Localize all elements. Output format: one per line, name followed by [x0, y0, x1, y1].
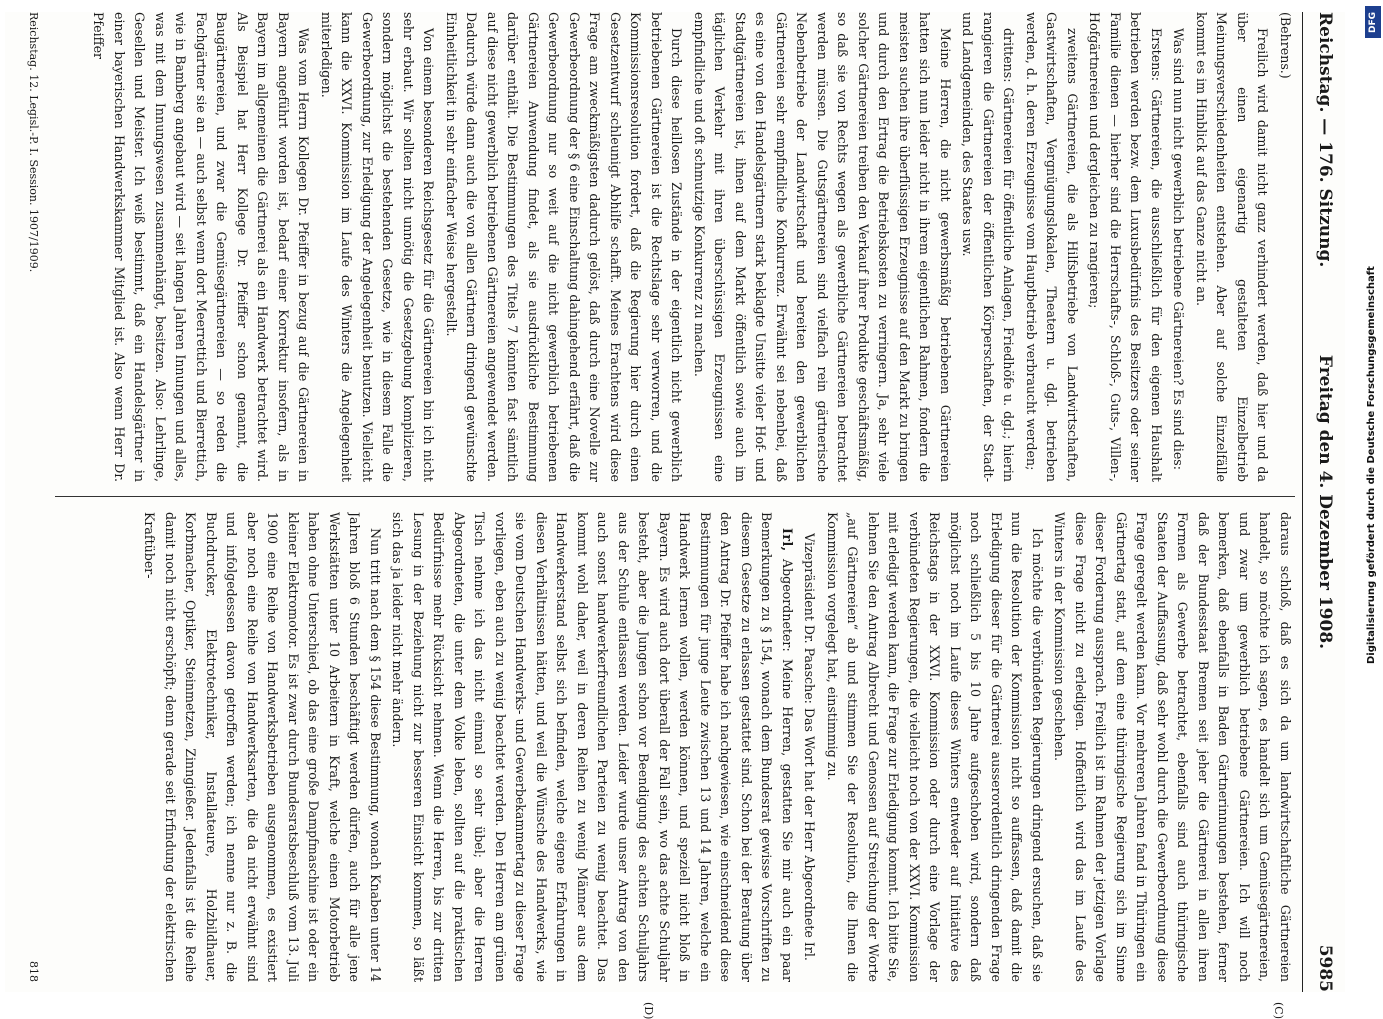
column-divider [55, 496, 1295, 497]
left-column [45, 12, 1295, 482]
paragraph: zweitens Gärtnereien, die als Hilfsbetriebe von Landwirtschaften, Gastwirtschaften, Vergnügungslokalen, Theatern u. dgl. betrieben werden, d. h. deren Erzeugnisse vom Hauptbetrieb verbraucht werden; [1024, 12, 1080, 482]
header-date: Freitag den 4. Dezember 1908. [1315, 354, 1335, 650]
signature-mark: 818 [27, 961, 40, 982]
dfg-credit: Digitalisierung gefördert durch die Deutsche Forschungsgemeinschaft [1366, 266, 1377, 664]
president-line: Vizepräsident Dr. Paasche: Das Wort hat der Herr Abgeordnete Irl. [802, 533, 818, 961]
speaker-name: Irl, [780, 528, 795, 552]
paragraph: Durch diese heillosen Zustände in der eigentlich nicht gewerblich betriebenen Gärtnereien ist die Rechtslage sehr verworren, und die Kommissionsresolution fordert, daß die Regierung hier durch einen Gesetzentwurf schleunigt Abhilfe schafft. Meines Erachtens wird diese Frage am zweckmäßigsten dadurch gelöst, daß durch eine Novelle zur Gewerbeordnung der § 6 eine Einschaltung dahingehend erfährt, daß die Gewerbeordnung nur so weit auf die nicht gewerblich betriebenen Gärtnereien Anwendung findet, als sie ausdrückliche Bestimmung darüber enthält. Die Bestimmungen des Titels 7 könnten fast sämtlich auf diese nicht gewerblich betriebenen Gärtnereien angewendet werden. Dadurch würde dann auch die von allen Gärtnern dringend gewünschte Einheitlichkeit in sehr einfacher Weise hergestellt. [444, 12, 685, 482]
paragraph: daraus schloß, daß es sich da um landwirtschaftliche Gärtnereien handelt, so möchte ich sagen, es handelt sich um Gemüsegärtnereien, und zwar um gewerblich betriebene Gärtnereien. Ich will noch bemerken, daß ebenfalls in Baden Gärtnerinnungen bestehen, ferner daß der Bundesstaat Bremen seit jeher die Gärtnerei in allen ihren Formen als Gewerbe betrachtet, ebenfalls sind auch thüringische Staaten der Auffassung, daß sehr wohl durch die Gewerbeordnung diese Frage geregelt werden kann. Vor mehreren Jahren fand in Thüringen ein Gärtnertag statt, auf dem eine thüringische Regierung sich im Sinne dieser Forderung aussprach. Freilich ist im Rahmen der jetzigen Vorlage diese Frage nicht zu erledigen. Hoffentlich wird das im Laufe des Winters in der Kommission geschehen. [1052, 512, 1293, 982]
paragraph: Was vom Herrn Kollegen Dr. Pfeiffer in bezug auf die Gärtnereien in Bayern angeführt worden ist, bedarf einer Korrektur insofern, als in Bayern im allgemeinen die Gärtnerei als ein Handwerk betrachtet wird. Als Beispiel hat Herr Kollege Dr. Pfeiffer schon genannt, die Baugärtnereien, und zwar die Gemüsegärtnereien — so reden die Fachgärtner sie an — auch selbst wenn dort Meerrettich und Bierrettich, wie in Bamberg angebaut wird — seit langen Jahren Innungen und alles, was mit dem Innungswesen zusammenhängt, besitzen. Also: Lehrlinge, Gesellen und Meister. Ich weiß bestimmt, daß ein Handelsgärtner in einer bayerischen Handwerkskammer Mitglied ist. Also wenn Herr Dr. Pfeiffer [91, 12, 312, 482]
paragraph: Was sind nun nicht gewerblich betriebene Gärtnereien? Es sind dies: [1171, 28, 1187, 471]
footer-session: Reichstag. 12. Legisl.-P. I. Session. 1907/1909. [27, 12, 40, 273]
speaker-paragraph [387, 512, 797, 982]
paragraph: Meine Herren, die nicht gewerbsmäßig betriebenen Gärtnereien hatten sich nun leider nicht in ihrem eigentlichen Rahmen, fondern die meisten suchen ihre überflüssigen Erzeugnisse auf den Markt zu bringen und durch den Ertrag die Betriebskosten zu verringern. Ja, sehr viele solcher Gärtnereien treiben den Verkauf ihrer Produkte geschäftsmäßig, so daß sie von Rechts wegen als gewerbliche Gärtnereien betrachtet werden müssen. Die Gutsgärtnereien sind vielfach rein gärtnerische Nebenbetriebe der Landwirtschaft und bereiten den gewerblichen Gärtnereien sehr empfindliche Konkurrenz. Erwähnt sei nebenbei, daß es eine von den Handelsgärtnern stark beklagte Unsitte vieler Hof- und Stadtgärtnereien ist, ihnen auf dem Markt öffentlich sowie auch im täglichen Verkehr mit ihren überschüssigen Erzeugnissen eine empfindliche und oft schmutzige Konkurrenz zu machen. [692, 12, 953, 482]
paragraph: Ich möchte die verbündeten Regierungen dringend ersuchen, daß sie nun die Resolution der Kommission nicht so auffassen, daß damit die Erledigung dieser für die Gärtnerei ausserordentlich dringenden Frage noch schließlich 5 bis 10 Jahre aufgeschoben wird, sondern daß möglichst noch im Laufe dieses Winters entweder auf Initiative des Reichstags in der XXVI. Kommission oder durch eine Vorlage der verbündeten Regierungen, die vielleicht noch von der XXVI. Kommission mit erledigt werden kann, die Frage zur Erledigung kommt. Ich bitte Sie, lehnen Sie den Antrag Albrecht und Genossen auf Streichung der Worte „auf Gärtnereien“ ab und stimmen Sie der Resolution, die Ihnen die Kommission vorgelegt hat, einstimmig zu. [825, 512, 1045, 982]
header-rule [1302, 12, 1303, 992]
page-footer [27, 12, 40, 482]
continuation-label: (Behrens.) [1278, 12, 1293, 79]
paragraph: Von einem besonderen Reichsgesetz für die Gärtnereien bin ich nicht sehr erbaut. Wir sollten nicht unnötig die Gesetzgebung komplizieren, sondern möglichst die bestehenden Gesetze, wie in diesem Falle die Gewerbeordnung, zur Erledigung der Angelegenheit benutzen. Vielleicht kann die XXVI. Kommission im Laufe des Winters die Angelegenheit miterledigen. [319, 12, 437, 482]
right-column [45, 512, 1295, 982]
speaker-text: Abgeordneter: Meine Herren, gestatten Sie mir auch ein paar Bemerkungen zu § 154, wonach dem Bundesrat gewisse Vorschriften zu diesem Gesetze zu erlassen gestattet sind. Schon bei der Beratung über den Antrag Dr. Pfeiffer habe ich nachgewiesen, wie einschneidend diese Bestimmungen für junge Leute zwischen 13 und 14 Jahren, welche ein Handwerk lernen wollen, werden können, und speziell nicht bloß in Bayern. Es wird auch dort überall der Fall sein, wo das achte Schuljahr besteht, aber die Jungen schon vor Beendigung des achten Schuljahrs aus der Schule entlassen werden. Leider wurde unser Antrag von den auch sonst handwerkerfreundlichen Parteien zu wenig beachtet. Das kommt wohl daher, weil in deren Reihen zu wenig Männer aus dem Handwerkerstand selbst sich befinden, welche eigene Erfahrungen in diesen Verhältnissen hätten, und weil die Wünsche des Handwerks, wie sie vom Deutschen Handwerks- und Gewerbekammertag zu dieser Frage vorliegen, eben auch zu wenig beachtet werden. Den Herren am grünen Tisch nehme ich das nicht einmal so sehr übel; aber die Herren Abgeordneten, die unter dem Volke leben, sollten auf die praktischen Bedürfnisse mehr Rücksicht nehmen. Wenn die Herren, bis zur dritten Lesung in der Beziehung nicht zur besseren Einsicht kommen, so läßt sich das ja leider nicht mehr ändern. [390, 512, 795, 982]
paragraph: drittens: Gärtnereien für öffentliche Anlagen, Friedhöfe u. dgl.; hierin rangieren die Gärtnereien der öffentlichen Körperschaften, der Stadt- und Landgemeinden, des Staates usw. [960, 12, 1017, 482]
document-page [5, 12, 1345, 1019]
page-header [1305, 12, 1345, 992]
digitization-strip [1361, 0, 1383, 1000]
paragraph: Freilich wird damit nicht ganz verhindert werden, daß hier und da über einen eigenartig gestalteten Einzelbetrieb Meinungsverschiedenheiten entstehen. Aber auf solche Einzelfälle kommt es im Hinblick auf das Ganze nicht an. [1194, 12, 1271, 482]
margin-mark-c: (C) [1272, 1002, 1285, 1019]
margin-mark-d: (D) [642, 1002, 655, 1019]
header-left: Reichstag. — 176. Sitzung. [1315, 12, 1335, 268]
dfg-logo: DFG [1365, 6, 1381, 38]
page-number: 5985 [1315, 944, 1335, 993]
paragraph: Nun tritt nach dem § 154 diese Bestimmung, wonach Knaben unter 14 Jahren bloß 6 Stunden beschäftigt werden dürfen, auch für alle jene Werkstätten unter 10 Arbeitern in Kraft, welche einen Motorbetrieb haben ohne Unterschied, ob das eine große Dampfmaschine ist oder ein kleiner Elektromotor. Es ist zwar durch Bundesratsbeschluß vom 13. Juli 1900 eine Reihe von Handwerksbetrieben ausgenommen, es existiert aber noch eine Reihe von Handwerksarten, die da nicht erwähnt sind und infolgedessen davon getroffen werden; ich nenne nur z. B. die Buchdrucker, Elektrotechniker, Installateure, Holzbildhauer, Korbmacher, Optiker, Steinmetzen, Zinngießer. Jedenfalls ist die Reihe damit noch nicht erschöpft; denn gerade seit Erfindung der elektrischen Kraftüber- [142, 512, 383, 982]
paragraph: Erstens: Gärtnereien, die ausschließlich für den eigenen Haushalt betrieben werden bezw. dem Luxusbedürfnis des Besitzers oder seiner Familie dienen — hierher sind die Herrschafts-, Schloß-, Guts-, Villen-, Hofgärtnereien und dergleichen zu rangieren; [1087, 12, 1164, 482]
